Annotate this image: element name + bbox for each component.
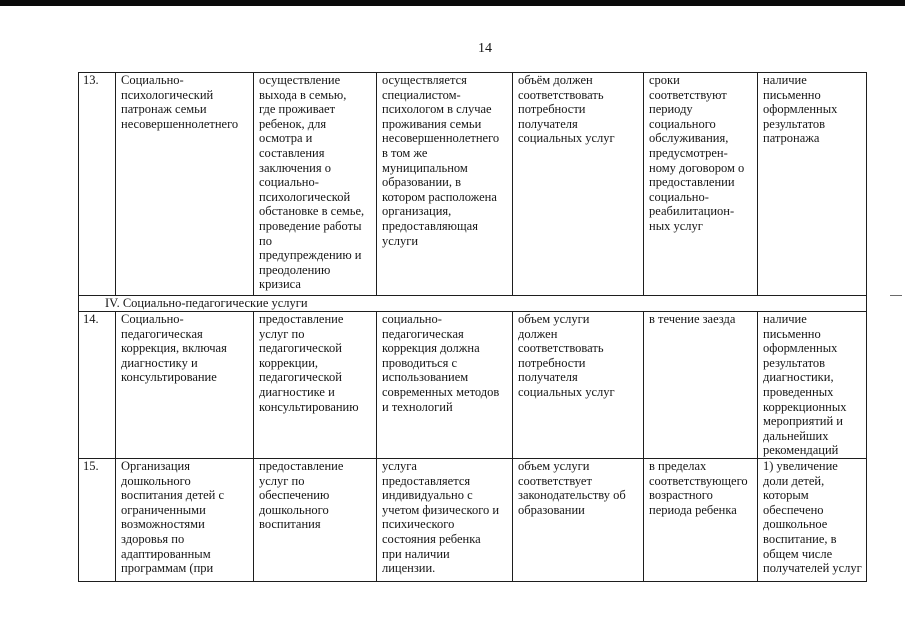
table-cell: объем услуги соответствует законодательству об образовании: [513, 459, 644, 582]
scan-edge-bar: [0, 0, 905, 6]
table-cell: социально- педагогическая коррекция должна проводиться с использованием современных методов и технологий: [377, 312, 513, 459]
table-cell: объём должен соответствовать потребности получателя социальных услуг: [513, 73, 644, 296]
table-cell: предоставление услуг по обеспечению дошкольного воспитания: [254, 459, 377, 582]
table-cell: наличие письменно оформленных результатов патронажа: [758, 73, 867, 296]
table-cell: 1) увеличение доли детей, которым обеспечено дошкольное воспитание, в общем числе получателей услуг: [758, 459, 867, 582]
table-row: [79, 459, 867, 582]
row-number-cell: 15.: [79, 459, 116, 582]
table-cell: услуга предоставляется индивидуально с учетом физического и психического состояния ребенка при наличии лицензии.: [377, 459, 513, 582]
table-cell: осуществление выхода в семью, где проживает ребенок, для осмотра и составления заключения о социально- психологической обстановке в семье, проведение работы по предупреждению и преодолению кризиса: [254, 73, 377, 296]
table-row: [79, 73, 867, 296]
section-header-row: [79, 296, 867, 312]
table-row: [79, 312, 867, 459]
table-cell: наличие письменно оформленных результатов диагностики, проведенных коррекционных мероприятий и дальнейших рекомендаций: [758, 312, 867, 459]
table-cell: осуществляется специалистом- психологом в случае проживания семьи несовершеннолетнего в том же муниципальном образовании, в котором расположена организация, предоставляющая услуги: [377, 73, 513, 296]
table-cell: объем услуги должен соответствовать потребности получателя социальных услуг: [513, 312, 644, 459]
page-number: 14: [478, 41, 492, 56]
row-number-cell: 14.: [79, 312, 116, 459]
table-cell: сроки соответствуют периоду социального обслуживания, предусмотрен- ному договором о предоставлении социально- реабилитацион- ных услуг: [644, 73, 758, 296]
section-header: IV. Социально-педагогические услуги: [79, 296, 867, 312]
table-cell: в пределах соответствующего возрастного периода ребенка: [644, 459, 758, 582]
row-number-cell: 13.: [79, 73, 116, 296]
table-cell: предоставление услуг по педагогической коррекции, педагогической диагностике и консультированию: [254, 312, 377, 459]
table-cell: Организация дошкольного воспитания детей с ограниченными возможностями здоровья по адаптированным программам (при: [116, 459, 254, 582]
services-table: [78, 72, 867, 582]
table-cell: в течение заезда: [644, 312, 758, 459]
scan-artifact-mark: [890, 295, 902, 296]
table-cell: Социально- педагогическая коррекция, включая диагностику и консультирование: [116, 312, 254, 459]
table-cell: Социально- психологический патронаж семьи несовершеннолетнего: [116, 73, 254, 296]
